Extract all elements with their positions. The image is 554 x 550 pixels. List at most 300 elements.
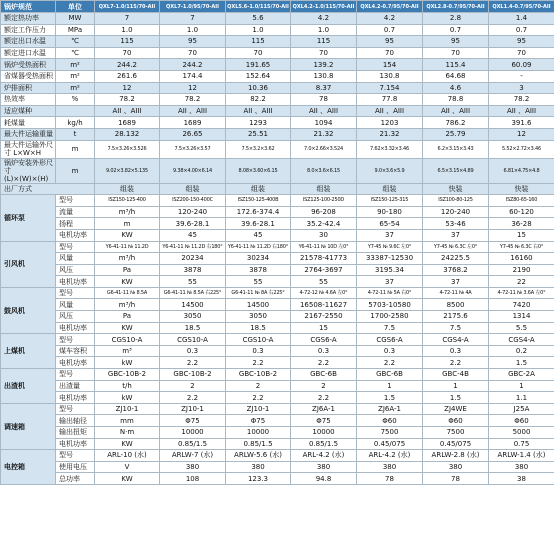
equipment-row <box>1 334 554 346</box>
row-value: 55 <box>160 276 226 288</box>
row-unit: N·m <box>95 427 160 439</box>
row-value: 1.1 <box>489 392 554 404</box>
row-unit: MW <box>56 13 95 25</box>
row-value: CGS10-A <box>160 334 226 346</box>
row-label: 风压 <box>56 264 95 276</box>
equipment-row <box>1 403 554 415</box>
row-value: 115 <box>291 36 357 48</box>
row-value: GBC-6B <box>291 369 357 381</box>
unit-header: 单位 <box>56 1 95 13</box>
row-label: 额定出口水温 <box>1 36 56 48</box>
row-value: 3195.34 <box>357 264 423 276</box>
row-unit: t <box>56 128 95 140</box>
row-value: 1.4 <box>489 13 554 25</box>
row-unit: KW <box>95 229 160 241</box>
row-value: 1.5 <box>423 392 489 404</box>
equipment-row <box>1 345 554 357</box>
row-value: 0.85/1.5 <box>160 438 226 450</box>
equipment-row <box>1 357 554 369</box>
row-value: 18.5 <box>160 322 226 334</box>
row-value: 6.81×4.75×4.8 <box>489 158 554 183</box>
row-label: 风压 <box>56 311 95 323</box>
row-value: 10.36 <box>226 82 291 94</box>
row-value: 7.5×3.26×3.526 <box>95 140 160 158</box>
row-value: 7.154 <box>357 82 423 94</box>
equipment-group: 出渣机 <box>1 369 56 404</box>
row-value: 14500 <box>226 299 291 311</box>
row-value: 12 <box>489 128 554 140</box>
row-value: ISZ150-125-315 <box>357 195 423 207</box>
equipment-row <box>1 206 554 218</box>
row-unit: Pa <box>95 311 160 323</box>
row-value: 0.45/075 <box>357 438 423 450</box>
row-value: GBC-6B <box>357 369 423 381</box>
row-value: ISZ80-65-160 <box>489 195 554 207</box>
spec-row <box>1 36 554 48</box>
row-value: 5000 <box>489 427 554 439</box>
row-value: GBC-4B <box>423 369 489 381</box>
row-value: 30 <box>291 229 357 241</box>
row-value: 36-28 <box>489 218 554 230</box>
row-unit <box>56 105 95 117</box>
row-label: 输出轴径 <box>56 415 95 427</box>
row-value: 1314 <box>489 311 554 323</box>
row-value: 10000 <box>160 427 226 439</box>
row-value: 15 <box>489 229 554 241</box>
spec-row <box>1 82 554 94</box>
row-value: 1689 <box>160 117 226 129</box>
row-value: 7.5 <box>423 322 489 334</box>
model-header: QXL7-1.0/115/70-AII <box>95 1 160 13</box>
row-unit: ℃ <box>56 47 95 59</box>
row-value: 77.8 <box>357 94 423 106</box>
row-value: 120-240 <box>423 206 489 218</box>
spec-row <box>1 94 554 106</box>
dimension-row <box>1 140 554 158</box>
row-label: 风量 <box>56 253 95 265</box>
equipment-row <box>1 218 554 230</box>
row-value: AII 、AIII <box>423 105 489 117</box>
row-value: 25.51 <box>226 128 291 140</box>
row-value: 380 <box>291 461 357 473</box>
row-label: 风量 <box>56 299 95 311</box>
row-value: AII 、AIII <box>489 105 554 117</box>
row-value: ZJ6A-1 <box>357 403 423 415</box>
row-value: 95 <box>489 36 554 48</box>
spec-row <box>1 117 554 129</box>
row-value: 2.2 <box>226 392 291 404</box>
row-value: 2.8 <box>423 13 489 25</box>
row-unit: m² <box>56 70 95 82</box>
row-value: 14500 <box>160 299 226 311</box>
row-unit: MPa <box>56 24 95 36</box>
row-value: 45 <box>226 229 291 241</box>
row-value: 2.2 <box>291 357 357 369</box>
row-value: 37 <box>423 276 489 288</box>
row-value: AII 、AIII <box>291 105 357 117</box>
row-value: 4-72-11 № 5A 右0° <box>357 287 423 299</box>
row-label: 电机功率 <box>56 357 95 369</box>
equipment-row <box>1 461 554 473</box>
row-value: 38 <box>489 473 554 485</box>
row-value: 115 <box>226 36 291 48</box>
row-value: AII 、AIII <box>226 105 291 117</box>
model-header: QXL4.2-1.0/115/70-AII <box>291 1 357 13</box>
spec-header: 锅炉规范 <box>1 1 56 13</box>
row-value: ISZ125-100-250D <box>291 195 357 207</box>
row-value: 0.3 <box>226 345 291 357</box>
row-value: 0.7 <box>423 24 489 36</box>
row-value: Y6-41-11 № 11.2D 右180° <box>226 241 291 253</box>
row-value: 20234 <box>160 253 226 265</box>
row-value: 21.32 <box>291 128 357 140</box>
row-unit: V <box>95 461 160 473</box>
equipment-row <box>1 322 554 334</box>
row-value: 4.2 <box>291 13 357 25</box>
row-value: 0.85/1.5 <box>226 438 291 450</box>
row-label: 电机功率 <box>56 276 95 288</box>
row-value: Φ75 <box>226 415 291 427</box>
row-label: 电机功率 <box>56 438 95 450</box>
spec-row <box>1 59 554 71</box>
row-value: 6.2×3.15×3.43 <box>423 140 489 158</box>
row-value: 2.2 <box>160 392 226 404</box>
row-value: 786.2 <box>423 117 489 129</box>
row-label: 型号 <box>56 369 95 381</box>
spec-row <box>1 47 554 59</box>
row-value: 0.7 <box>357 24 423 36</box>
row-value: ZJ6A-1 <box>291 403 357 415</box>
model-header: QXL1.4-0.7/95/70-AII <box>489 1 554 13</box>
row-value: 10000 <box>291 427 357 439</box>
row-value: AII 、AIII <box>95 105 160 117</box>
row-label: 电机功率 <box>56 322 95 334</box>
row-value: Y6-41-11 № 11.2D 右180° <box>160 241 226 253</box>
row-value: 65-54 <box>357 218 423 230</box>
row-value: 3768.2 <box>423 264 489 276</box>
model-header: QXL2.8-0.7/95/70-AII <box>423 1 489 13</box>
row-value: 380 <box>423 461 489 473</box>
row-unit: m³/h <box>95 206 160 218</box>
row-value: 16160 <box>489 253 554 265</box>
row-value: 快装 <box>423 183 489 195</box>
row-label: 型号 <box>56 241 95 253</box>
row-unit: m³/h <box>95 299 160 311</box>
row-value: G6-41-11 № 8.5A <box>95 287 160 299</box>
row-value: 9.02×3.82×5.135 <box>95 158 160 183</box>
row-value: 39.6-28.1 <box>226 218 291 230</box>
row-value: 7 <box>160 13 226 25</box>
row-value: 24225.5 <box>423 253 489 265</box>
row-value: 154 <box>357 59 423 71</box>
spec-row <box>1 128 554 140</box>
row-value: 139.2 <box>291 59 357 71</box>
row-value: 244.2 <box>160 59 226 71</box>
row-value: 5.5 <box>489 322 554 334</box>
row-value: GBC-2A <box>489 369 554 381</box>
row-value: 21578-41773 <box>291 253 357 265</box>
row-value: 7 <box>95 13 160 25</box>
row-value: 5703-10580 <box>357 299 423 311</box>
row-value: 1.0 <box>291 24 357 36</box>
spec-row <box>1 24 554 36</box>
row-value: 12 <box>95 82 160 94</box>
row-value: 快装 <box>489 183 554 195</box>
row-value: Φ60 <box>489 415 554 427</box>
row-value: 78 <box>291 94 357 106</box>
equipment-row <box>1 392 554 404</box>
row-value: 95 <box>160 36 226 48</box>
equipment-row <box>1 438 554 450</box>
row-unit: t/h <box>95 380 160 392</box>
row-value: 244.2 <box>95 59 160 71</box>
row-value: 15 <box>291 322 357 334</box>
row-value: 380 <box>357 461 423 473</box>
row-value: ZJ4WE <box>423 403 489 415</box>
row-value: 82.2 <box>226 94 291 106</box>
row-label: 型号 <box>56 450 95 462</box>
equipment-row <box>1 450 554 462</box>
row-value: ARL-4.2 (水) <box>357 450 423 462</box>
row-label: 输出扭矩 <box>56 427 95 439</box>
row-value: 70 <box>423 47 489 59</box>
row-value: 1.0 <box>95 24 160 36</box>
row-unit: m <box>95 218 160 230</box>
row-value: Y7-45 № 9.6C 左0° <box>357 241 423 253</box>
row-value: CGS6-A <box>357 334 423 346</box>
row-value: CGS4-A <box>489 334 554 346</box>
row-value: 4.6 <box>423 82 489 94</box>
row-value: 108 <box>160 473 226 485</box>
row-value: 2 <box>291 380 357 392</box>
model-header: QXL4.2-0.7/95/70-AII <box>357 1 423 13</box>
row-value: 0.3 <box>160 345 226 357</box>
row-value: 3050 <box>226 311 291 323</box>
row-value: 70 <box>226 47 291 59</box>
row-value: 380 <box>160 461 226 473</box>
row-value: 96-208 <box>291 206 357 218</box>
row-value: 1700-2580 <box>357 311 423 323</box>
row-value: 0.2 <box>489 345 554 357</box>
row-unit: kW <box>95 392 160 404</box>
row-value: 2167-2550 <box>291 311 357 323</box>
row-unit: m² <box>56 59 95 71</box>
row-value: 9.38×4.00×6.14 <box>160 158 226 183</box>
row-value: 7420 <box>489 299 554 311</box>
row-value: 70 <box>95 47 160 59</box>
row-value: 130.8 <box>291 70 357 82</box>
row-value: 1.5 <box>489 357 554 369</box>
row-value: 95 <box>423 36 489 48</box>
row-value: ARLW-1.4 (水) <box>489 450 554 462</box>
equipment-group: 调速箱 <box>1 403 56 449</box>
row-unit: ℃ <box>56 36 95 48</box>
model-header: QXL7-1.0/95/70-AII <box>160 1 226 13</box>
row-value: ARL-4.2 (水) <box>291 450 357 462</box>
row-value: 1.0 <box>226 24 291 36</box>
equipment-row <box>1 229 554 241</box>
dimension-row <box>1 158 554 183</box>
row-unit: KW <box>95 473 160 485</box>
row-value: J25A <box>489 403 554 415</box>
row-value: 60-120 <box>489 206 554 218</box>
row-value: 25.79 <box>423 128 489 140</box>
row-value: 33387-12530 <box>357 253 423 265</box>
row-value: CGS6-A <box>291 334 357 346</box>
row-label: 省煤器受热面积 <box>1 70 56 82</box>
header-row <box>1 1 554 13</box>
row-value: 0.7 <box>489 24 554 36</box>
row-value: 22 <box>489 276 554 288</box>
row-value: 0.3 <box>291 345 357 357</box>
row-value: 10000 <box>226 427 291 439</box>
row-value: 55 <box>226 276 291 288</box>
row-label: 出渣量 <box>56 380 95 392</box>
row-value: 37 <box>357 229 423 241</box>
row-unit: kW <box>95 357 160 369</box>
row-value: 组装 <box>357 183 423 195</box>
row-value: 2.2 <box>423 357 489 369</box>
row-value: 5.52×2.72×3.46 <box>489 140 554 158</box>
row-value: 380 <box>489 461 554 473</box>
row-unit: Pa <box>95 264 160 276</box>
row-label: 型号 <box>56 334 95 346</box>
row-value: 78.2 <box>160 94 226 106</box>
row-value: 37 <box>357 276 423 288</box>
row-value: 174.4 <box>160 70 226 82</box>
row-value: 391.6 <box>489 117 554 129</box>
row-value: 1203 <box>357 117 423 129</box>
row-value: 7.5×3.2×3.62 <box>226 140 291 158</box>
row-value: 3050 <box>160 311 226 323</box>
row-value: 3878 <box>226 264 291 276</box>
row-value: 7.62×3.32×3.46 <box>357 140 423 158</box>
output-method-row <box>1 183 554 195</box>
row-value: 0.85/1.5 <box>291 438 357 450</box>
equipment-row <box>1 241 554 253</box>
row-value: 55 <box>291 276 357 288</box>
row-value: 95 <box>357 36 423 48</box>
row-value: 8.37 <box>291 82 357 94</box>
row-value: 70 <box>357 47 423 59</box>
row-value: 1 <box>357 380 423 392</box>
row-value: 7.5×3.26×3.57 <box>160 140 226 158</box>
row-value: GBC-10B-2 <box>226 369 291 381</box>
row-value: 7500 <box>423 427 489 439</box>
row-label: 耗煤量 <box>1 117 56 129</box>
row-value: 2.2 <box>160 357 226 369</box>
row-value: 5.6 <box>226 13 291 25</box>
row-value: 18.5 <box>226 322 291 334</box>
row-value: 191.65 <box>226 59 291 71</box>
equipment-row <box>1 427 554 439</box>
row-value: 70 <box>489 47 554 59</box>
row-unit: kg/h <box>56 117 95 129</box>
row-value: 64.68 <box>423 70 489 82</box>
row-unit: m³/h <box>95 253 160 265</box>
row-value: 组装 <box>291 183 357 195</box>
row-label: 型号 <box>56 403 95 415</box>
equipment-group: 引风机 <box>1 241 56 287</box>
row-label: 热效率 <box>1 94 56 106</box>
row-unit: KW <box>95 276 160 288</box>
equipment-row <box>1 299 554 311</box>
row-value: ZJ10-1 <box>160 403 226 415</box>
row-label: 扬程 <box>56 218 95 230</box>
row-value: 8.0×3.6×6.15 <box>291 158 357 183</box>
row-value: 16508-11627 <box>291 299 357 311</box>
row-label: 炉排面积 <box>1 82 56 94</box>
row-value: 78 <box>357 473 423 485</box>
row-value: 60.09 <box>489 59 554 71</box>
row-value: ZJ10-1 <box>226 403 291 415</box>
row-value: 7.0×2.66×3.524 <box>291 140 357 158</box>
row-value: 3 <box>489 82 554 94</box>
row-unit: % <box>56 94 95 106</box>
equipment-row <box>1 415 554 427</box>
row-value: 172.6-374.4 <box>226 206 291 218</box>
row-value: 1094 <box>291 117 357 129</box>
row-value: 37 <box>423 229 489 241</box>
equipment-group: 上煤机 <box>1 334 56 369</box>
row-label: 出厂方式 <box>1 183 95 195</box>
row-value: 1689 <box>95 117 160 129</box>
row-label: 额定进口水温 <box>1 47 56 59</box>
equipment-group: 循环泵 <box>1 195 56 241</box>
row-value: 70 <box>160 47 226 59</box>
row-value: 7.5 <box>357 322 423 334</box>
row-label: 型号 <box>56 287 95 299</box>
row-value: 0.75 <box>489 438 554 450</box>
row-value: Y6-41-11 № 10D 左0° <box>291 241 357 253</box>
row-value: 组装 <box>95 183 160 195</box>
row-value: Y6-41-11 № 11.2D <box>95 241 160 253</box>
row-value: CGS10-A <box>95 334 160 346</box>
equipment-row <box>1 276 554 288</box>
row-value: AII 、AIII <box>160 105 226 117</box>
row-value: 1 <box>489 380 554 392</box>
row-value: 组装 <box>226 183 291 195</box>
equipment-row <box>1 253 554 265</box>
row-value: 2 <box>160 380 226 392</box>
row-value: 2764-3697 <box>291 264 357 276</box>
row-value: CGS10-A <box>226 334 291 346</box>
spec-row <box>1 70 554 82</box>
row-value: 2 <box>226 380 291 392</box>
row-label: 电机功率 <box>56 392 95 404</box>
row-value: ISZ200-150-400C <box>160 195 226 207</box>
row-value: 35.2-42.4 <box>291 218 357 230</box>
row-value: CGS4-A <box>423 334 489 346</box>
row-value: Φ60 <box>423 415 489 427</box>
equipment-group: 鼓风机 <box>1 287 56 333</box>
row-value: 53-46 <box>423 218 489 230</box>
row-unit: mm <box>95 415 160 427</box>
row-label: 流量 <box>56 206 95 218</box>
row-label: 额定工作压力 <box>1 24 56 36</box>
row-value: 2.2 <box>226 357 291 369</box>
row-value: 78.2 <box>489 94 554 106</box>
row-value: 115 <box>95 36 160 48</box>
row-label: 最大件运输外尺寸 L×W×H <box>1 140 56 158</box>
model-header: QXL5.6-1.0/115/70-AII <box>226 1 291 13</box>
row-value: 4-72-11 № 3.6A 左0° <box>489 287 554 299</box>
row-label: 煤车容积 <box>56 345 95 357</box>
equipment-row <box>1 195 554 207</box>
row-value: ARLW-2.8 (水) <box>423 450 489 462</box>
row-value: 45 <box>160 229 226 241</box>
row-value: 130.8 <box>357 70 423 82</box>
